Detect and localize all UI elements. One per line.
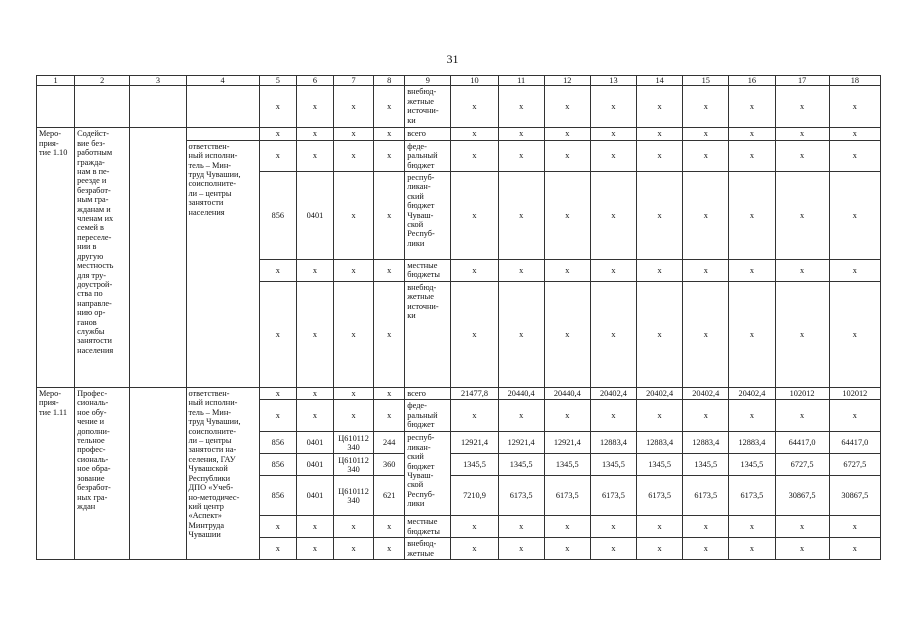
value-cell: 6173,5 [544, 476, 590, 516]
value-cell: х [451, 260, 498, 282]
value-cell: 20440,4 [498, 388, 544, 400]
value-cell: х [729, 172, 775, 260]
value-cell: 20402,4 [683, 388, 729, 400]
value-cell: х [683, 86, 729, 128]
value-cell: х [296, 516, 333, 538]
value-cell: 21477,8 [451, 388, 498, 400]
value-cell: х [451, 400, 498, 432]
value-cell: х [334, 86, 374, 128]
value-cell: х [775, 86, 829, 128]
value-cell: х [296, 282, 333, 388]
value-cell: 12921,4 [498, 432, 544, 454]
header-row [37, 76, 881, 86]
value-cell: х [544, 260, 590, 282]
header-cell: 5 [259, 76, 296, 86]
value-cell: х [729, 260, 775, 282]
value-cell: 360 [374, 454, 405, 476]
value-cell: х [775, 538, 829, 560]
measure-name: Содейст- вие без- работным гражда- нам в пе- реезде и безработ- ным гра- жданам и членам их семей в переселе- нии в другую местность для тру- доустрой- ства по направле- нию ор- ганов службы занятости населения [75, 128, 130, 388]
program-table [36, 75, 881, 560]
value-cell: х [637, 86, 683, 128]
value-cell: 12883,4 [590, 432, 636, 454]
value-cell: х [683, 538, 729, 560]
value-cell: 30867,5 [829, 476, 880, 516]
value-cell: х [296, 260, 333, 282]
value-cell: 1345,5 [729, 454, 775, 476]
coexecutor-cell [130, 388, 186, 560]
value-cell: х [334, 538, 374, 560]
value-cell: х [334, 140, 374, 171]
header-cell: 9 [405, 76, 451, 86]
funding-source: феде- ральный бюджет [405, 400, 451, 432]
page-number: 31 [446, 52, 459, 66]
value-cell: х [590, 172, 636, 260]
value-cell: х [296, 400, 333, 432]
value-cell: х [775, 128, 829, 140]
value-cell: 0401 [296, 476, 333, 516]
coexecutor-cell [130, 128, 186, 388]
header-cell: 10 [451, 76, 498, 86]
value-cell: х [637, 400, 683, 432]
value-cell: 64417,0 [829, 432, 880, 454]
value-cell: 20402,4 [729, 388, 775, 400]
value-cell: х [374, 260, 405, 282]
responsible-executor: ответствен- ный исполни- тель – Мин- труд Чувашии, соисполните- ли – центры занятости населения [186, 140, 259, 387]
value-cell: х [590, 538, 636, 560]
value-cell: х [259, 128, 296, 140]
value-cell: х [334, 260, 374, 282]
value-cell: 1345,5 [637, 454, 683, 476]
value-cell: х [296, 388, 333, 400]
value-cell: 6173,5 [683, 476, 729, 516]
value-cell: х [374, 86, 405, 128]
header-cell: 3 [130, 76, 186, 86]
value-cell: х [829, 140, 880, 171]
value-cell: х [829, 400, 880, 432]
header-cell: 11 [498, 76, 544, 86]
value-cell: х [498, 282, 544, 388]
empty-cell [37, 86, 75, 128]
value-cell: х [498, 260, 544, 282]
header-cell: 15 [683, 76, 729, 86]
value-cell: х [775, 172, 829, 260]
measure-label: Меро- прия- тие 1.11 [37, 388, 75, 560]
value-cell: х [637, 516, 683, 538]
funding-source: местные бюджеты [405, 516, 451, 538]
value-cell: х [544, 400, 590, 432]
value-cell: х [544, 140, 590, 171]
value-cell: 20440,4 [544, 388, 590, 400]
value-cell: 12883,4 [729, 432, 775, 454]
value-cell: 1345,5 [683, 454, 729, 476]
header-cell: 18 [829, 76, 880, 86]
value-cell: х [590, 86, 636, 128]
value-cell: х [829, 538, 880, 560]
header-cell: 6 [296, 76, 333, 86]
value-cell: 30867,5 [775, 476, 829, 516]
value-cell: 6173,5 [590, 476, 636, 516]
value-cell: Ц610112 340 [334, 476, 374, 516]
funding-source: всего [405, 388, 451, 400]
header-cell: 12 [544, 76, 590, 86]
header-cell: 8 [374, 76, 405, 86]
value-cell: х [259, 516, 296, 538]
value-cell: х [729, 538, 775, 560]
value-cell: 856 [259, 476, 296, 516]
value-cell: 6727,5 [829, 454, 880, 476]
value-cell: х [544, 128, 590, 140]
funding-source: внебюд- жетные источни- ки [405, 282, 451, 388]
funding-source: местные бюджеты [405, 260, 451, 282]
value-cell: х [544, 516, 590, 538]
value-cell: х [729, 516, 775, 538]
value-cell: х [296, 140, 333, 171]
header-cell: 16 [729, 76, 775, 86]
header-cell: 17 [775, 76, 829, 86]
value-cell: 7210,9 [451, 476, 498, 516]
header-cell: 2 [75, 76, 130, 86]
value-cell: 12921,4 [544, 432, 590, 454]
value-cell: 1345,5 [590, 454, 636, 476]
value-cell: х [259, 86, 296, 128]
value-cell: х [590, 282, 636, 388]
value-cell: х [259, 260, 296, 282]
value-cell: х [829, 172, 880, 260]
value-cell: 102012 [775, 388, 829, 400]
value-cell: х [683, 140, 729, 171]
value-cell: х [683, 128, 729, 140]
value-cell: х [374, 282, 405, 388]
value-cell: х [259, 282, 296, 388]
value-cell: 20402,4 [637, 388, 683, 400]
value-cell: х [775, 140, 829, 171]
value-cell: х [374, 538, 405, 560]
value-cell: х [498, 86, 544, 128]
value-cell: 0401 [296, 432, 333, 454]
value-cell: х [544, 86, 590, 128]
value-cell: х [683, 400, 729, 432]
value-cell: 856 [259, 454, 296, 476]
value-cell: 102012 [829, 388, 880, 400]
value-cell: 856 [259, 172, 296, 260]
value-cell: х [451, 538, 498, 560]
header-cell: 7 [334, 76, 374, 86]
value-cell: х [451, 172, 498, 260]
value-cell: х [296, 538, 333, 560]
value-cell: х [544, 538, 590, 560]
value-cell: 1345,5 [544, 454, 590, 476]
value-cell: х [590, 140, 636, 171]
value-cell: х [590, 516, 636, 538]
value-cell: 12883,4 [683, 432, 729, 454]
value-cell: 12921,4 [451, 432, 498, 454]
value-cell: 0401 [296, 172, 333, 260]
value-cell: х [637, 128, 683, 140]
value-cell: 12883,4 [637, 432, 683, 454]
value-cell: х [259, 388, 296, 400]
value-cell: х [683, 172, 729, 260]
header-cell: 1 [37, 76, 75, 86]
header-cell: 14 [637, 76, 683, 86]
value-cell: 6727,5 [775, 454, 829, 476]
value-cell: х [296, 86, 333, 128]
value-cell: 6173,5 [637, 476, 683, 516]
responsible-executor [186, 128, 259, 140]
measure-label: Меро- прия- тие 1.10 [37, 128, 75, 388]
value-cell: х [374, 172, 405, 260]
value-cell: 6173,5 [498, 476, 544, 516]
value-cell: х [498, 140, 544, 171]
value-cell: х [775, 400, 829, 432]
value-cell: х [829, 282, 880, 388]
value-cell: х [829, 516, 880, 538]
value-cell: х [374, 388, 405, 400]
value-cell: 6173,5 [729, 476, 775, 516]
value-cell: х [498, 172, 544, 260]
funding-source: респуб- ликан- ский бюджет Чуваш- ской Респуб- лики [405, 432, 451, 516]
value-cell: х [683, 260, 729, 282]
funding-source: феде- ральный бюджет [405, 140, 451, 171]
value-cell: 1345,5 [451, 454, 498, 476]
value-cell: х [729, 400, 775, 432]
value-cell: х [775, 516, 829, 538]
value-cell: х [590, 128, 636, 140]
value-cell: х [829, 86, 880, 128]
value-cell: х [334, 400, 374, 432]
value-cell: х [451, 128, 498, 140]
value-cell: х [637, 282, 683, 388]
value-cell: х [334, 128, 374, 140]
value-cell: х [544, 172, 590, 260]
m111-row [37, 388, 881, 400]
value-cell: х [259, 400, 296, 432]
m110-row [37, 128, 881, 140]
value-cell: х [259, 140, 296, 171]
value-cell: х [374, 516, 405, 538]
value-cell: х [334, 388, 374, 400]
value-cell: х [683, 516, 729, 538]
value-cell: х [374, 128, 405, 140]
value-cell: 244 [374, 432, 405, 454]
value-cell: х [729, 128, 775, 140]
value-cell: х [729, 86, 775, 128]
value-cell: х [296, 128, 333, 140]
value-cell: х [544, 282, 590, 388]
value-cell: х [451, 140, 498, 171]
value-cell: 1345,5 [498, 454, 544, 476]
value-cell: х [637, 140, 683, 171]
value-cell: х [451, 282, 498, 388]
funding-source: внебюд- жетные источни- ки [405, 86, 451, 128]
value-cell: х [829, 260, 880, 282]
funding-source: внебюд- жетные [405, 538, 451, 560]
value-cell: х [498, 400, 544, 432]
value-cell: 621 [374, 476, 405, 516]
value-cell: х [334, 516, 374, 538]
value-cell: х [590, 260, 636, 282]
responsible-executor: ответствен- ный исполни- тель – Мин- труд Чувашии, соисполните- ли – центры занятости на- селения, ГАУ Чувашской Республики ДПО «Учеб- но-методичес- кий центр «Аспект» Минтруда Чувашии [186, 388, 259, 560]
value-cell: х [637, 172, 683, 260]
header-cell: 4 [186, 76, 259, 86]
funding-source: всего [405, 128, 451, 140]
value-cell: х [451, 86, 498, 128]
value-cell: х [637, 538, 683, 560]
value-cell: х [374, 140, 405, 171]
value-cell: х [334, 282, 374, 388]
value-cell: х [729, 140, 775, 171]
continuation-row [37, 86, 881, 128]
value-cell: х [498, 128, 544, 140]
value-cell: х [334, 172, 374, 260]
value-cell: х [259, 538, 296, 560]
value-cell: х [829, 128, 880, 140]
empty-cell [75, 86, 130, 128]
value-cell: х [637, 260, 683, 282]
funding-source: респуб- ликан- ский бюджет Чуваш- ской Респуб- лики [405, 172, 451, 260]
empty-cell [186, 86, 259, 128]
empty-cell [130, 86, 186, 128]
value-cell: х [374, 400, 405, 432]
measure-name: Профес- сиональ- ное обу- чение и дополни- тельное профес- сиональ- ное обра- зование безработ- ных гра- ждан [75, 388, 130, 560]
value-cell: х [590, 400, 636, 432]
value-cell: х [775, 282, 829, 388]
value-cell: х [498, 538, 544, 560]
value-cell: х [451, 516, 498, 538]
value-cell: х [498, 516, 544, 538]
value-cell: х [683, 282, 729, 388]
value-cell: 0401 [296, 454, 333, 476]
header-cell: 13 [590, 76, 636, 86]
value-cell: Ц610112 340 [334, 432, 374, 454]
value-cell: х [729, 282, 775, 388]
value-cell: 856 [259, 432, 296, 454]
value-cell: х [775, 260, 829, 282]
value-cell: 64417,0 [775, 432, 829, 454]
value-cell: 20402,4 [590, 388, 636, 400]
value-cell: Ц610112 340 [334, 454, 374, 476]
